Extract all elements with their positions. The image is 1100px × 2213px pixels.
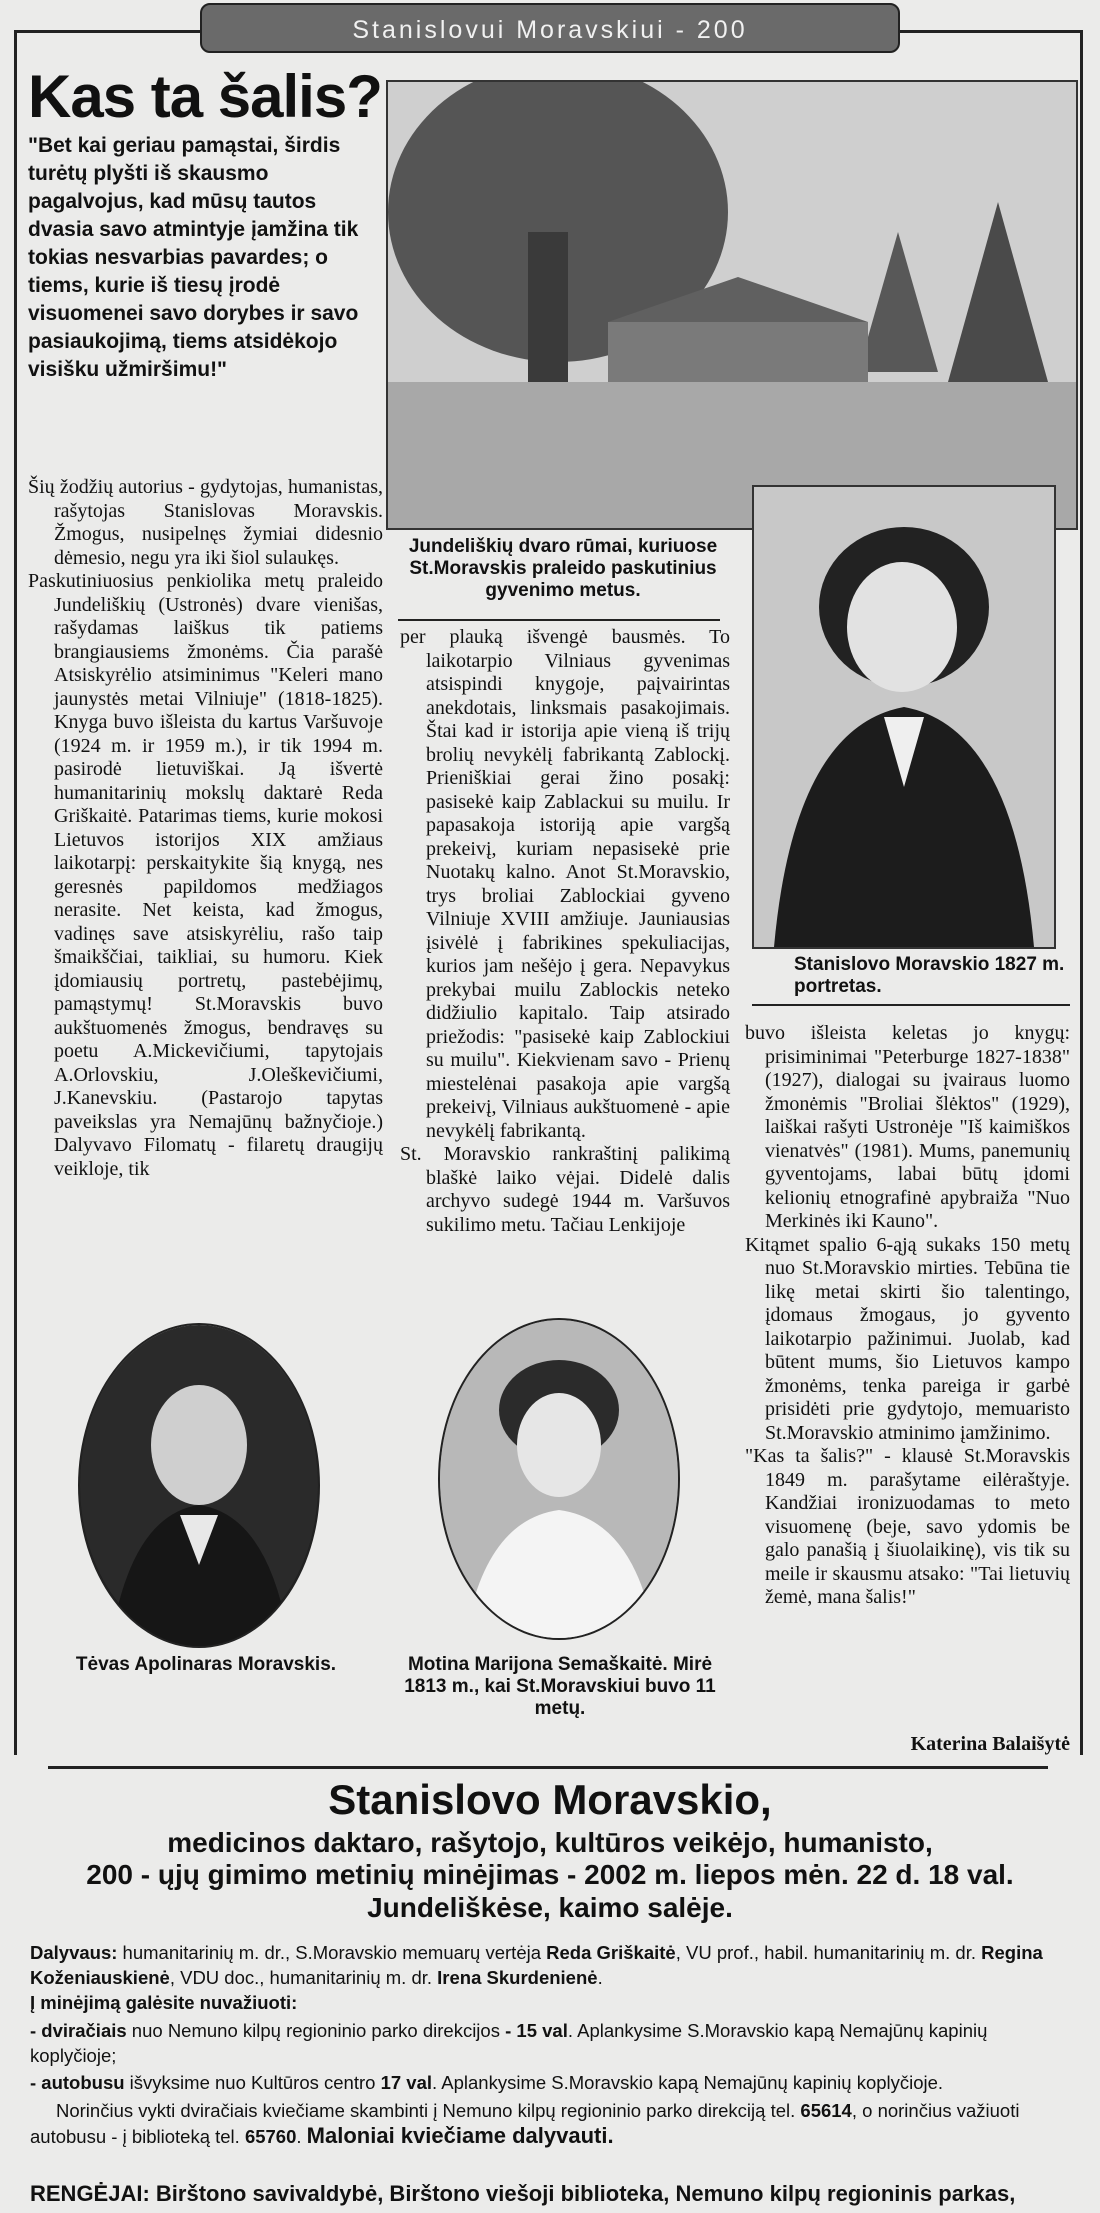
phone-number: 65614 xyxy=(800,2100,852,2121)
person-name: Reda Griškaitė xyxy=(546,1942,676,1963)
frame-top-right-rule xyxy=(898,30,1083,33)
bus-time: 17 val xyxy=(380,2072,433,2093)
portrait-illustration xyxy=(754,487,1054,947)
text: . Aplankysime S.Moravskio kapą Nemajūnų kapinių koplyčioje. xyxy=(432,2072,944,2093)
frame-left-rule xyxy=(14,30,17,1755)
manor-illustration xyxy=(388,82,1076,528)
frame-top-left-rule xyxy=(14,30,202,33)
article-quote: "Bet kai geriau pamąstai, širdis turėtų plyšti iš skausmo pagalvojus, kad mūsų tautos dvasia savo atmintyje įamžina tik tokias nesvarbias pavardes; o tiems, kurie iš tiesų įrodė visuomenei savo dorybes ir savo pasiaukojimą, tiems atsidėkojo visišku užmiršimu!" xyxy=(28,134,359,381)
text: . xyxy=(597,1967,603,1988)
text: . Aplankysime S.Moravskio kapą Nemajūnų kapinių koplyčioje; xyxy=(30,2020,988,2066)
caption-rule xyxy=(398,619,720,621)
text: , o norinčius važiuoti autobusu - į biblioteką tel. xyxy=(30,2100,1020,2147)
participants-label: Dalyvaus: xyxy=(30,1942,118,1963)
father-caption: Tėvas Apolinaras Moravskis. xyxy=(75,1654,337,1675)
text: nuo Nemuno kilpų regioninio parko direkcijos xyxy=(126,2020,506,2041)
bike-time: - 15 val xyxy=(505,2020,568,2041)
article-title: Kas ta šalis? xyxy=(28,63,382,130)
frame-right-rule xyxy=(1080,30,1083,1755)
father-illustration xyxy=(80,1325,318,1646)
bike-text xyxy=(30,2018,1075,2068)
mother-caption: Motina Marijona Semaškaitė. Mirė 1813 m., kai St.Moravskiui buvo 11 metų. xyxy=(404,1654,716,1719)
announcement-subtitle: medicinos daktaro, rašytojo, kultūros veikėjo, humanisto, xyxy=(167,1827,933,1858)
phone-number: 65760 xyxy=(244,2126,297,2147)
portrait-caption: Stanislovo Moravskio 1827 m. portretas. xyxy=(794,954,1065,997)
invite-text xyxy=(30,2098,1075,2149)
father-portrait xyxy=(78,1323,320,1648)
article-column-2 xyxy=(400,626,730,1237)
paragraph: "Kas ta šalis?" - klausė St.Moravskis 1849 m. parašytame eilėraštyje. Kandžiai ironizuodamas to meto visuomenę (beje, savo ydomis be galo panašią į šiuolaikinę), vis tik su meile ir skausmu atsako: "Tai lietuvių žemė, mana šalis!" xyxy=(745,1445,1070,1608)
mother-illustration xyxy=(440,1320,678,1638)
paragraph: St. Moravskio rankraštinį palikimą blaškė laiko vėjai. Didelė dalis archyvo sudegė 1944 m. Varšuvos sukilimo metu. Tačiau Lenkijoje xyxy=(400,1143,730,1236)
mother-portrait xyxy=(438,1318,680,1640)
manor-caption: Jundeliškių dvaro rūmai, kuriuose St.Moravskis praleido paskutinius gyvenimo metus. xyxy=(408,536,718,601)
section-header: Stanislovui Moravskiui - 200 xyxy=(200,3,900,53)
manor-photo xyxy=(386,80,1078,530)
text: , VU prof., habil. humanitarinių m. dr. xyxy=(675,1942,982,1963)
text: . xyxy=(296,2126,302,2147)
text: , VDU doc., humanitarinių m. dr. xyxy=(169,1967,438,1988)
person-name: Irena Skurdenienė xyxy=(437,1967,598,1988)
bus-label: - autobusu xyxy=(30,2072,125,2093)
moravskis-portrait-photo xyxy=(752,485,1056,949)
travel-label: Į minėjimą galėsite nuvažiuoti: xyxy=(30,1992,298,2013)
participants-text xyxy=(30,1940,1075,1990)
paragraph: Šių žodžių autorius - gydytojas, humanistas, rašytojas Stanislovas Moravskis. Žmogus, nusipelnęs žymiai didesnio dėmesio, negu yra iki šiol sulaukęs. xyxy=(28,476,383,569)
paragraph: per plauką išvengė bausmės. To laikotarpio Vilniaus gyvenimas atsispindi knygoje, paįvairintas anekdotais, linksmais pasakojimais. Štai kad ir istorija apie vieną iš trijų brolių nevykėlį fabrikantą Zablockį. Prieniškiai gerai žino posakį: pasisekė kaip Zablackui su muilu. Ir papasakoja istoriją apie vargšą prekeivį, kuriam nepasisekė prie Nuotakų kalno. Anot St.Moravskio, trys broliai Zablockiai gyveno Vilniuje XVIII amžiuje. Jauniausias įsivėlė į fabrikines spekuliacijas, kurios jam nešėjo į gera. Nepavykus prekybai muilu Zablockis neteko didžiulio kapitalo. Taip atsirado priežodis: "pasisekė kaip Zablockiui su muilu". Kiekvienam savo - Prienų miestelėnai pasakoja apie vargšą prekeivį, Vilniaus aukštuomenė - apie nevykėlį fabrikantą. xyxy=(400,626,730,1142)
text: Norinčius vykti dviračiais kviečiame skambinti į Nemuno kilpų regioninio parko direkciją tel. xyxy=(56,2100,801,2121)
bus-text xyxy=(30,2070,1075,2095)
organizers-text: RENGĖJAI: Birštono savivaldybė, Birštono viešoji biblioteka, Nemuno kilpų regioninis parkas, xyxy=(30,2181,1016,2206)
article-column-1-top xyxy=(28,476,383,1181)
announcement-venue: Jundeliškėse, kaimo salėje. xyxy=(367,1892,733,1923)
text: išvyksime nuo Kultūros centro xyxy=(124,2072,381,2093)
invite-closing: Maloniai kviečiame dalyvauti. xyxy=(306,2123,614,2148)
paragraph: buvo išleista keletas jo knygų: prisiminimai "Peterburge 1827-1838" (1927), dialogai su įvairaus luomo žmonėmis "Broliai šlėktos" (1929), laiškai rašyti Ustronėje "Iš kaimiškos vienatvės" (1981). Mums, panemunių gyventojams, labai būtų įdomi kelionių etnografinė apybraiža "Nuo Merkinės iki Kauno". xyxy=(745,1022,1070,1232)
text: humanitarinių m. dr., S.Moravskio memuarų vertėja xyxy=(117,1942,547,1963)
announcement-divider xyxy=(48,1766,1048,1769)
paragraph: Kitąmet spalio 6-ąją sukaks 150 metų nuo St.Moravskio mirties. Tebūna tie likę metai skirti šio talentingo, įdomaus žmogaus, jo gyvento laikotarpio pažinimui. Juolab, kad būtent mums, šio Lietuvos kampo žmonėms, tenka pareiga ir garbė prisidėti prie gydytojo, memuaristo St.Moravskio atminimo įamžinimo. xyxy=(745,1233,1070,1444)
caption-rule xyxy=(752,1004,1070,1006)
announcement-date: 200 - ųjų gimimo metinių minėjimas - 2002 m. liepos mėn. 22 d. 18 val. xyxy=(86,1859,1014,1890)
bike-label: - dviračiais xyxy=(30,2020,127,2041)
paragraph: Paskutiniuosius penkiolika metų praleido Jundeliškių (Ustronės) dvare vienišas, rašydamas laiškus tik patiems brangiausiems žmonėms. Čia parašė Atsiskyrėlio atsiminimus "Keleri mano jaunystės metai Vilniuje" (1818-1825). Knyga buvo išleista du kartus Varšuvoje (1924 m. ir 1959 m.), ir tik 1994 m. pasirodė lietuviškai. Ją išvertė humanitarinių mokslų daktarė Reda Griškaitė. Patarimas tiems, kurie mokosi Lietuvos istorijos XIX amžiaus laikotarpį: perskaitykite šią knygą, nes geresnės papildomos medžiagos nerasite. Net keista, kad žmogus, vadinęs save atsiskyrėliu, rašo taip šmaikščiai, taikliai, su humoru. Kiek įdomiausių portretų, pastebėjimų, pamąstymų! St.Moravskis buvo aukštuomenės žmogus, bendravęs su poetu A.Mickevičiumi, tapytojais A.Orlovskiu, J.Oleškevičiumi, J.Kanevskiu. (Pastarojo tapytas paveikslas yra Nemajūnų bažnyčioje.) Dalyvavo Filomatų - filaretų draugijų veikloje, tik xyxy=(28,570,383,1180)
announcement-title: Stanislovo Moravskio, xyxy=(328,1776,772,1823)
article-author: Katerina Balaišytė xyxy=(910,1733,1070,1755)
article-column-3 xyxy=(745,1022,1070,1610)
person-name: Regina Koženiauskienė xyxy=(30,1942,1043,1988)
